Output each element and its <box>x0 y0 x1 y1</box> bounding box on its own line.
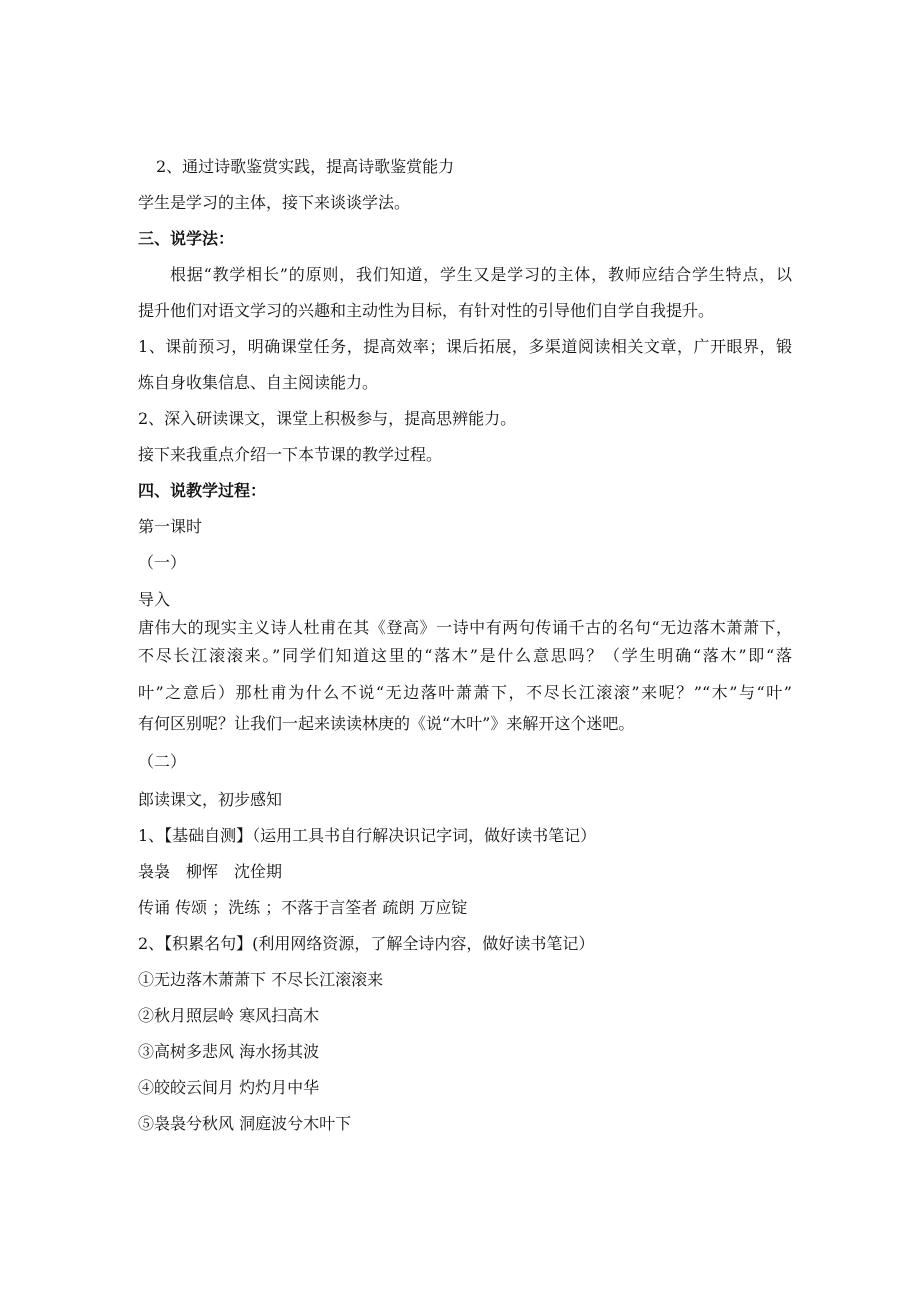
introduction-line-3: 叶”之意后）那杜甫为什么不说“无边落叶萧萧下，不尽长江滚滚”来呢？”“木”与“叶” <box>138 683 792 702</box>
famous-lines-heading: 2、【积累名句】(利用网络资源，了解全诗内容，做好读书笔记） <box>138 934 595 953</box>
transition-to-process: 接下来我重点介绍一下本节课的教学过程。 <box>138 445 443 464</box>
introduction-line-2: 不尽长江滚滚来。”同学们知道这里的“落木”是什么意思吗？（学生明确“落木”即“落 <box>138 646 792 665</box>
famous-line-4: ④皎皎云间月 灼灼月中华 <box>138 1078 320 1097</box>
study-method-item-1-line-1: 1、课前预习，明确课堂任务，提高效率；课后拓展，多渠道阅读相关文章，广开眼界，锻 <box>138 337 792 356</box>
section-heading-teaching-process: 四、说教学过程： <box>138 481 267 500</box>
study-method-intro-line-1: 根据“教学相长”的原则，我们知道，学生又是学习的主体，教师应结合学生特点，以 <box>170 265 792 284</box>
study-method-item-1-line-2: 炼自身收集信息、自主阅读能力。 <box>138 373 379 392</box>
famous-line-3: ③高树多悲风 海水扬其波 <box>138 1042 320 1061</box>
famous-line-1: ①无边落木萧萧下 不尽长江滚滚来 <box>138 970 384 989</box>
part-one-label: （一） <box>138 553 187 572</box>
study-method-item-2: 2、深入研读课文，课堂上积极参与，提高思辨能力。 <box>138 409 517 428</box>
study-method-intro-line-2: 提升他们对语文学习的兴趣和主动性为目标，有针对性的引导他们自学自我提升。 <box>138 301 715 320</box>
part-two-label: （二） <box>138 752 187 771</box>
introduction-heading: 导入 <box>138 590 171 609</box>
section-heading-study-method: 三、说学法： <box>138 229 235 248</box>
vocabulary-line-2: 传诵 传颂 ；洗练 ；不落于言筌者 疏朗 万应锭 <box>138 898 468 917</box>
introduction-line-4: 有何区别呢？让我们一起来读读林庚的《说“木叶”》来解开这个迷吧。 <box>138 714 635 733</box>
basic-test-heading: 1、【基础自测】（运用工具书自行解决识记字词，做好读书笔记） <box>138 826 597 845</box>
famous-line-2: ②秋月照层岭 寒风扫高木 <box>138 1006 320 1025</box>
objective-2: 2、通过诗歌鉴赏实践，提高诗歌鉴赏能力 <box>156 157 455 176</box>
introduction-line-1: 唐伟大的现实主义诗人杜甫在其《登高》一诗中有两句传诵千古的名句“无边落木萧萧下， <box>138 618 792 637</box>
reading-heading: 郎读课文，初步感知 <box>138 790 283 809</box>
first-lesson-label: 第一课时 <box>138 517 203 536</box>
vocabulary-line-1: 袅袅 柳恽 沈佺期 <box>138 862 283 881</box>
transition-to-study-method: 学生是学习的主体，接下来谈谈学法。 <box>138 193 411 212</box>
famous-line-5: ⑤袅袅兮秋风 洞庭波兮木叶下 <box>138 1114 352 1133</box>
